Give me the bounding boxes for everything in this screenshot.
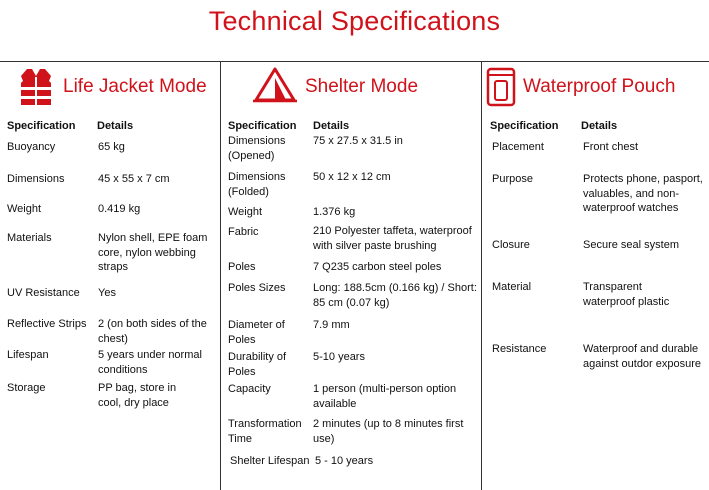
spec-value: 45 x 55 x 7 cm: [98, 173, 170, 185]
spec-label: Transformation Time: [228, 418, 302, 445]
life-jacket-column: [0, 62, 220, 409]
spec-value: 50 x 12 x 12 cm: [313, 171, 391, 183]
spec-label: Buoyancy: [7, 141, 56, 153]
life-jacket-header: [0, 62, 220, 114]
details-header: Details: [97, 120, 134, 132]
spec-value: 5 - 10 years: [315, 455, 374, 467]
shelter-column: [221, 62, 481, 467]
details-header: Details: [313, 120, 350, 132]
pouch-header: [482, 62, 709, 114]
spec-label: Storage: [7, 382, 46, 394]
spec-value: 2 minutes (up to 8 minutes first use): [313, 418, 464, 445]
spec-label: Durability of Poles: [228, 351, 287, 378]
shelter-header: [221, 62, 481, 114]
spec-value: Yes: [98, 287, 116, 299]
spec-label: Purpose: [492, 173, 533, 185]
column-divider: [481, 61, 482, 490]
spec-label: Closure: [492, 239, 530, 251]
life-jacket-icon: [18, 67, 54, 112]
spec-value: Nylon shell, EPE foam core, nylon webbing straps: [98, 232, 208, 273]
spec-value: Secure seal system: [583, 239, 679, 251]
spec-header: Specification: [490, 120, 559, 132]
tent-icon: [253, 66, 297, 109]
spec-label: Diameter of Poles: [228, 319, 285, 346]
spec-value: 65 kg: [98, 141, 125, 153]
spec-label: Poles Sizes: [228, 282, 286, 294]
spec-label: UV Resistance: [7, 287, 80, 299]
spec-label: Materials: [7, 232, 52, 244]
spec-label: Material: [492, 281, 532, 293]
spec-value: Transparent waterproof plastic: [583, 281, 670, 308]
column-divider: [220, 61, 221, 490]
spec-value: Protects phone, pasport, valuables, and non-waterproof watches: [583, 173, 703, 214]
spec-label: Reflective Strips: [7, 318, 87, 330]
spec-label: Weight: [228, 206, 263, 218]
spec-label: Fabric: [228, 226, 259, 238]
spec-value: PP bag, store in cool, dry place: [98, 382, 177, 409]
shelter-title: Shelter Mode: [305, 76, 419, 97]
life-jacket-title: Life Jacket Mode: [63, 76, 207, 97]
spec-value: 1 person (multi-person option available: [313, 383, 457, 410]
spec-value: 2 (on both sides of the chest): [98, 318, 207, 345]
spec-value: Waterproof and durable against outdor exposure: [583, 343, 702, 370]
spec-value: 0.419 kg: [98, 203, 141, 215]
spec-value: 7.9 mm: [313, 319, 350, 331]
spec-label: Placement: [492, 141, 544, 153]
details-header: Details: [581, 120, 618, 132]
page-title: Technical Specifications: [208, 6, 501, 36]
spec-header: Specification: [228, 120, 297, 132]
spec-label: Dimensions (Folded): [228, 171, 286, 198]
phone-pouch-icon: [486, 67, 516, 112]
spec-label: Lifespan: [7, 349, 49, 361]
spec-label: Capacity: [228, 383, 271, 395]
spec-label: Shelter Lifespan: [230, 455, 310, 467]
pouch-column: [482, 62, 709, 370]
spec-value: Front chest: [583, 141, 639, 153]
spec-value: 7 Q235 carbon steel poles: [313, 261, 442, 273]
spec-value: 5-10 years: [313, 351, 365, 363]
spec-label: Dimensions: [7, 173, 65, 185]
spec-value: 75 x 27.5 x 31.5 in: [313, 135, 403, 147]
pouch-title: Waterproof Pouch: [523, 76, 676, 97]
spec-label: Poles: [228, 261, 256, 273]
spec-value: 1.376 kg: [313, 206, 356, 218]
spec-label: Resistance: [492, 343, 547, 355]
spec-label: Dimensions (Opened): [228, 135, 286, 162]
spec-label: Weight: [7, 203, 42, 215]
spec-header: Specification: [7, 120, 76, 132]
spec-value: Long: 188.5cm (0.166 kg) / Short: 85 cm (0.07 kg): [313, 282, 477, 309]
spec-value: 210 Polyester taffeta, waterproof with silver paste brushing: [313, 225, 472, 252]
spec-value: 5 years under normal conditions: [98, 349, 202, 376]
